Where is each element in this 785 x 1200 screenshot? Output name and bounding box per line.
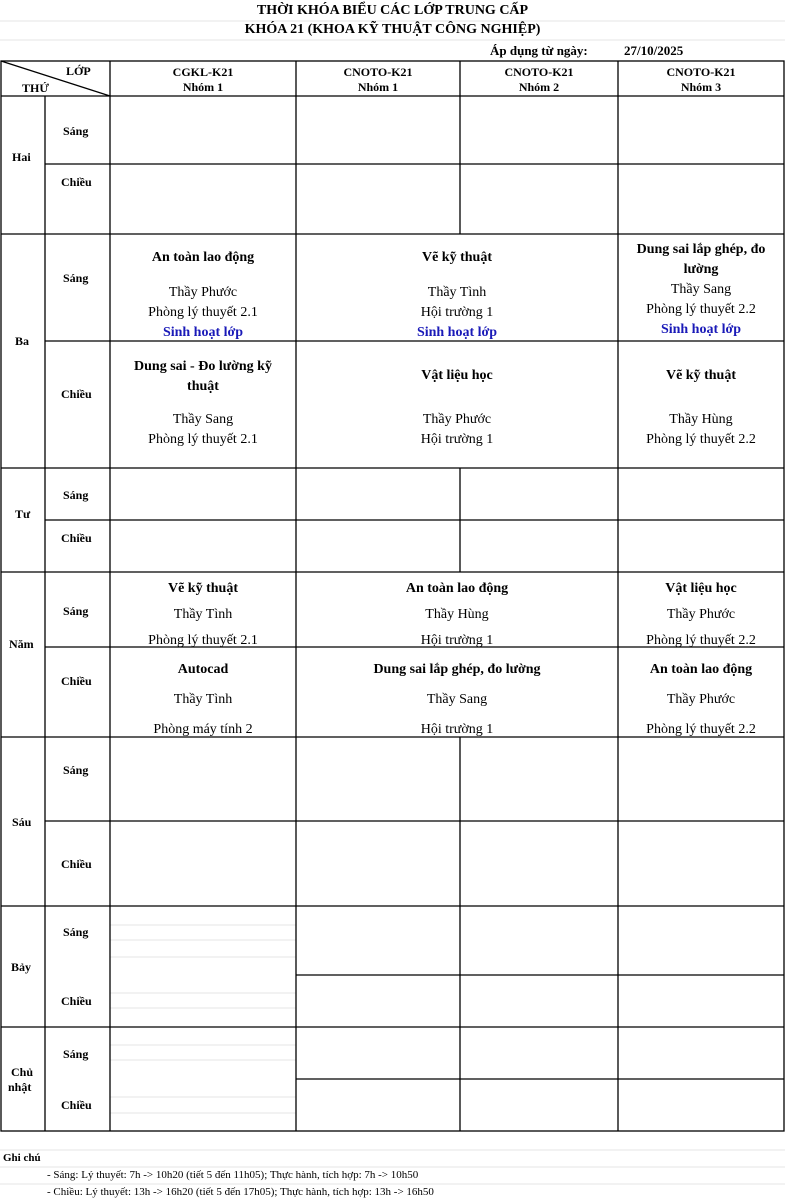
note-morning: - Sáng: Lý thuyết: 7h -> 10h20 (tiết 5 đến 11h05); Thực hành, tích hợp: 7h -> 10h50 bbox=[47, 1169, 419, 1181]
room: Hội trường 1 bbox=[420, 305, 494, 320]
header-thu: THỨ bbox=[22, 81, 49, 95]
schedule-cell bbox=[296, 410, 618, 450]
subject: An toàn lao động bbox=[405, 581, 509, 596]
schedule-cell bbox=[618, 368, 784, 384]
schedule-cell bbox=[296, 655, 618, 745]
day-sau: Sáu bbox=[12, 815, 32, 829]
header-lop: LỚP bbox=[66, 64, 91, 78]
room: Phòng lý thuyết 2.2 bbox=[646, 633, 756, 648]
room: Hội trường 1 bbox=[420, 722, 494, 737]
schedule-cell bbox=[296, 368, 618, 384]
session-chieu: Chiều bbox=[61, 175, 92, 189]
session-chieu: Chiều bbox=[61, 857, 92, 871]
room: Hội trường 1 bbox=[420, 633, 494, 648]
session-chieu: Chiều bbox=[61, 387, 92, 401]
room: Phòng lý thuyết 2.1 bbox=[148, 432, 258, 447]
room: Hội trường 1 bbox=[420, 432, 494, 447]
teacher: Thầy Sang bbox=[172, 412, 234, 427]
schedule-cell bbox=[110, 655, 296, 745]
teacher: Thầy Tình bbox=[173, 692, 233, 707]
schedule-cell bbox=[110, 410, 296, 450]
schedule-cell bbox=[110, 250, 296, 266]
class-group: Nhóm 2 bbox=[518, 80, 560, 94]
subject: Dung sai - Đo lường kỹ bbox=[134, 359, 272, 374]
class-meeting: Sinh hoạt lớp bbox=[416, 325, 498, 340]
schedule-cell bbox=[110, 576, 296, 654]
note-afternoon: - Chiều: Lý thuyết: 13h -> 16h20 (tiết 5 đến 17h05); Thực hành, tích hợp: 13h -> 16h50 bbox=[47, 1186, 434, 1198]
class-meeting: Sinh hoạt lớp bbox=[162, 325, 244, 340]
schedule-cell bbox=[618, 655, 784, 745]
subject: Autocad bbox=[177, 662, 229, 677]
schedule-cell bbox=[618, 240, 784, 340]
room: Phòng lý thuyết 2.1 bbox=[148, 305, 258, 320]
subject: Vật liệu học bbox=[665, 581, 737, 596]
notes-label: Ghi chú bbox=[3, 1152, 41, 1164]
session-sang: Sáng bbox=[63, 604, 89, 618]
day-cn: Chủ bbox=[11, 1065, 34, 1079]
room: Phòng máy tính 2 bbox=[153, 722, 253, 737]
day-nam: Năm bbox=[9, 637, 34, 651]
session-sang: Sáng bbox=[63, 763, 89, 777]
schedule-cell bbox=[110, 283, 296, 343]
session-chieu: Chiều bbox=[61, 1098, 92, 1112]
subject: Vật liệu học bbox=[421, 368, 493, 383]
session-chieu: Chiều bbox=[61, 531, 92, 545]
room: Phòng lý thuyết 2.2 bbox=[646, 432, 756, 447]
class-group: Nhóm 1 bbox=[357, 80, 399, 94]
page-subtitle: KHÓA 21 (KHOA KỸ THUẬT CÔNG NGHIỆP) bbox=[244, 22, 541, 37]
subject: thuật bbox=[187, 379, 219, 394]
class-meeting: Sinh hoạt lớp bbox=[660, 322, 742, 337]
subject: Vẽ kỹ thuật bbox=[665, 368, 736, 383]
subject: Vẽ kỹ thuật bbox=[421, 250, 492, 265]
room: Phòng lý thuyết 2.2 bbox=[646, 302, 756, 317]
teacher: Thầy Sang bbox=[426, 692, 488, 707]
schedule-cell bbox=[618, 576, 784, 654]
schedule-cell bbox=[296, 283, 618, 343]
teacher: Thầy Phước bbox=[168, 285, 238, 300]
subject: lường bbox=[683, 262, 719, 277]
apply-label: Áp dụng từ ngày: bbox=[490, 43, 588, 58]
session-sang: Sáng bbox=[63, 124, 89, 138]
session-sang: Sáng bbox=[63, 925, 89, 939]
class-group: Nhóm 3 bbox=[680, 80, 722, 94]
room: Phòng lý thuyết 2.2 bbox=[646, 722, 756, 737]
schedule-cell bbox=[618, 410, 784, 450]
teacher: Thầy Tình bbox=[427, 285, 487, 300]
day-hai: Hai bbox=[12, 150, 31, 164]
teacher: Thầy Phước bbox=[422, 412, 492, 427]
session-sang: Sáng bbox=[63, 271, 89, 285]
class-name: CNOTO-K21 bbox=[343, 65, 413, 79]
teacher: Thầy Sang bbox=[670, 282, 732, 297]
class-name: CNOTO-K21 bbox=[666, 65, 736, 79]
teacher: Thầy Hùng bbox=[425, 607, 489, 622]
class-name: CGKL-K21 bbox=[172, 65, 234, 79]
subject: Dung sai lắp ghép, đo bbox=[636, 242, 766, 257]
session-sang: Sáng bbox=[63, 1047, 89, 1061]
day-tu: Tư bbox=[15, 507, 31, 521]
subject: An toàn lao động bbox=[649, 662, 753, 677]
class-group: Nhóm 1 bbox=[182, 80, 224, 94]
session-chieu: Chiều bbox=[61, 994, 92, 1008]
page-title: THỜI KHÓA BIỂU CÁC LỚP TRUNG CẤP bbox=[256, 3, 529, 18]
day-bay: Bảy bbox=[11, 960, 32, 974]
session-sang: Sáng bbox=[63, 488, 89, 502]
teacher: Thầy Phước bbox=[666, 692, 736, 707]
day-ba: Ba bbox=[15, 334, 30, 348]
schedule-cell bbox=[296, 250, 618, 266]
teacher: Thầy Tình bbox=[173, 607, 233, 622]
subject: Vẽ kỹ thuật bbox=[167, 581, 238, 596]
teacher: Thầy Hùng bbox=[669, 412, 733, 427]
room: Phòng lý thuyết 2.1 bbox=[148, 633, 258, 648]
teacher: Thầy Phước bbox=[666, 607, 736, 622]
class-name: CNOTO-K21 bbox=[504, 65, 574, 79]
subject: Dung sai lắp ghép, đo lường bbox=[373, 662, 541, 677]
day-cn: nhật bbox=[8, 1080, 32, 1094]
schedule-cell bbox=[110, 357, 296, 397]
session-chieu: Chiều bbox=[61, 674, 92, 688]
schedule-cell bbox=[296, 576, 618, 654]
apply-date: 27/10/2025 bbox=[624, 43, 684, 58]
subject: An toàn lao động bbox=[151, 250, 255, 265]
